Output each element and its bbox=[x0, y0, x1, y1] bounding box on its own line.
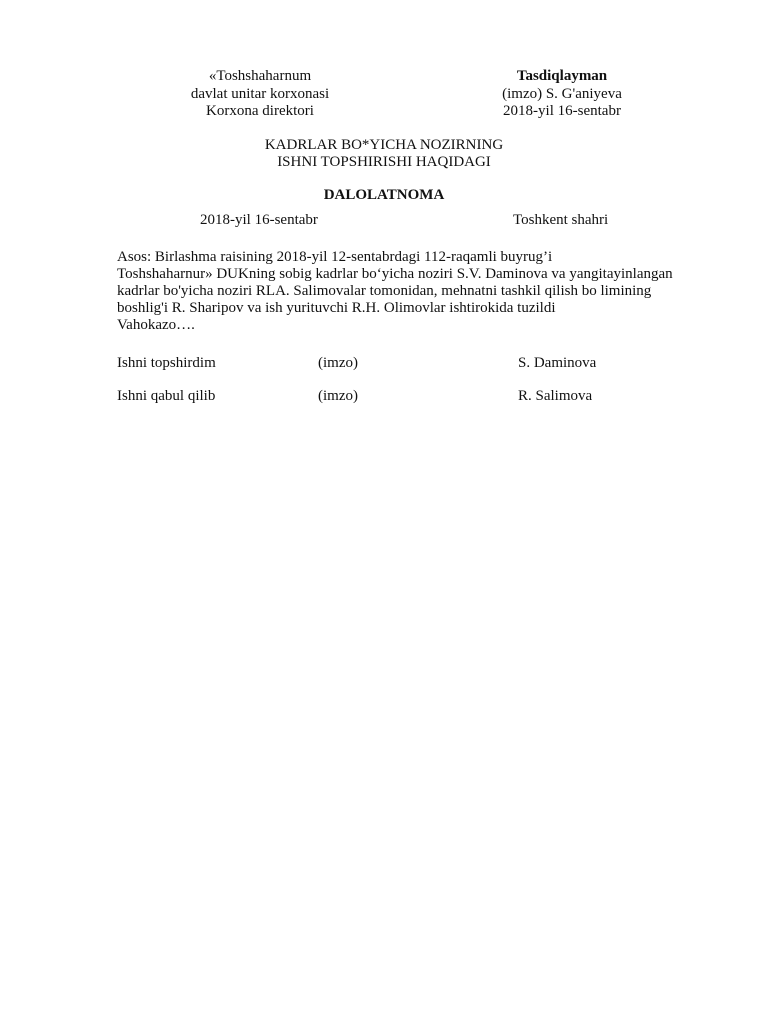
signature-name-1: S. Daminova bbox=[518, 355, 597, 371]
title-line1: KADRLAR BO*YICHA NOZIRNING bbox=[264, 137, 504, 153]
approval-signature: (imzo) S. G'aniyeva bbox=[502, 86, 622, 102]
body-line-4: boshlig'i R. Sharipov va ish yurituvchi R.H. Olimovlar ishtirokida tuzildi bbox=[117, 300, 556, 316]
document-date: 2018-yil 16-sentabr bbox=[200, 212, 318, 228]
approval-heading: Tasdiqlayman bbox=[516, 68, 608, 84]
body-line-2: Toshshaharnur» DUKning sobig kadrlar bo‘yicha noziri S.V. Daminova va yangitayinlangan bbox=[117, 266, 673, 282]
signature-name-2: R. Salimova bbox=[518, 388, 593, 404]
org-name-line1: «Toshshaharnum bbox=[208, 68, 312, 84]
body-line-3: kadrlar bo'yicha noziri RLA. Salimovalar tomonidan, mehnatni tashkil qilish bo limining bbox=[117, 283, 652, 299]
signature-role-1: Ishni topshirdim bbox=[117, 355, 216, 371]
body-line-5: Vahokazo…. bbox=[117, 317, 195, 333]
signature-mark-1: (imzo) bbox=[318, 355, 358, 371]
org-name-line2: davlat unitar korxonasi bbox=[190, 86, 330, 102]
title-line2: ISHNI TOPSHIRISHI HAQIDAGI bbox=[277, 154, 491, 170]
document-type-heading: DALOLATNOMA bbox=[323, 187, 445, 203]
signature-mark-2: (imzo) bbox=[318, 388, 358, 404]
body-line-1: Asos: Birlashma raisining 2018-yil 12-sentabrdagi 112-raqamli buyrug’i bbox=[117, 249, 553, 265]
document-place: Toshkent shahri bbox=[513, 212, 609, 228]
org-position-line: Korxona direktori bbox=[206, 103, 314, 119]
signature-role-2: Ishni qabul qilib bbox=[117, 388, 216, 404]
approval-date: 2018-yil 16-sentabr bbox=[503, 103, 621, 119]
